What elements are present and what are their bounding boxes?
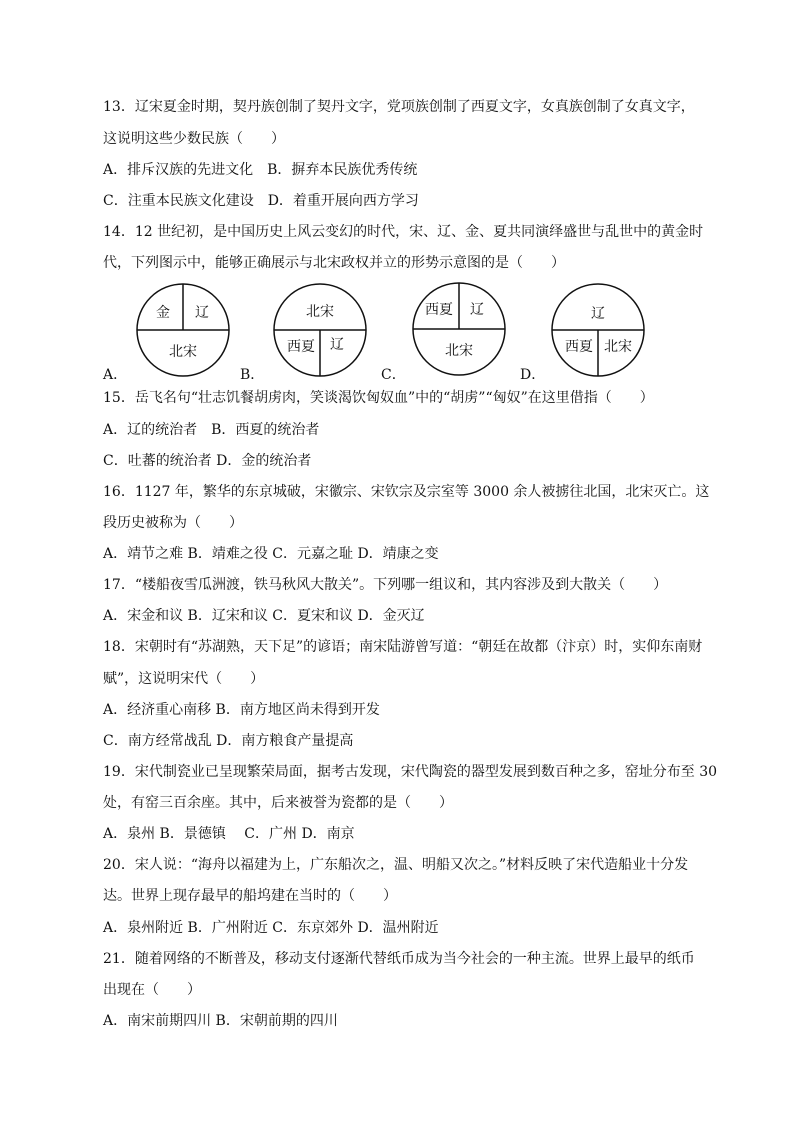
q13-stem-line2: 这说明这些少数民族（ ）	[103, 131, 285, 147]
q14-c-bottom: 北宋	[445, 343, 473, 359]
q13-stem-line1: 13．辽宋夏金时期，契丹族创制了契丹文字，党项族创制了西夏文字，女真族创制了女真文字，	[103, 99, 695, 115]
q21-stem-line2: 出现在（ ）	[103, 982, 201, 998]
q14-c-top-left: 西夏	[425, 302, 453, 318]
q17-options: A．宋金和议 B．辽宋和议 C．夏宋和议 D．金灭辽	[103, 608, 425, 624]
q13-options-ab: A．排斥汉族的先进文化 B．摒弃本民族优秀传统	[103, 162, 418, 178]
q14-b-bottom-left: 西夏	[287, 339, 315, 355]
q18-options-cd: C．南方经常战乱 D．南方粮食产量提高	[103, 733, 354, 749]
q14-d-bottom-left: 西夏	[565, 339, 593, 355]
q16-stem-line1: 16．1127 年，繁华的东京城破，宋徽宗、宋钦宗及宗室等 3000 余人被掳往北国，北宋灭亡。这	[103, 484, 710, 500]
q16-options: A．靖节之难 B．靖难之役 C．元嘉之耻 D．靖康之变	[103, 546, 439, 562]
q17-stem-line1: 17．“楼船夜雪瓜洲渡，铁马秋风大散关”。下列哪一组议和，其内容涉及到大散关（ ）	[103, 577, 668, 593]
q14-stem-line2: 代，下列图示中，能够正确展示与北宋政权并立的形势示意图的是（ ）	[103, 255, 565, 271]
q14-diagram-a	[136, 283, 230, 377]
q18-stem-line1: 18．宋朝时有“苏湖熟，天下足”的谚语；南宋陆游曾写道：“朝廷在故都（汴京）时，实仰东南财	[103, 639, 703, 655]
q20-options: A．泉州附近 B．广州附近 C．东京郊外 D．温州附近	[103, 920, 439, 936]
q14-diagram-b	[273, 283, 367, 377]
q18-options-ab: A．经济重心南移 B．南方地区尚未得到开发	[103, 702, 380, 718]
q19-stem-line2: 处，有窑三百余座。其中，后来被誉为瓷都的是（ ）	[103, 795, 453, 811]
q14-b-bottom-right: 辽	[330, 337, 344, 353]
q14-option-b-label: B．	[240, 367, 265, 383]
q16-stem-line2: 段历史被称为（ ）	[103, 515, 243, 531]
q15-stem-line1: 15．岳飞名句“壮志饥餐胡虏肉，笑谈渴饮匈奴血”中的“胡虏”“匈奴”在这里借指（ ）	[103, 390, 654, 406]
q18-stem-line2: 赋”，这说明宋代（ ）	[103, 671, 265, 687]
q14-d-bottom-right: 北宋	[604, 339, 632, 355]
q14-stem-line1: 14．12 世纪初，是中国历史上风云变幻的时代，宋、辽、金、夏共同演绎盛世与乱世中的黄金时	[103, 224, 704, 240]
q15-options-ab: A．辽的统治者 B．西夏的统治者	[103, 422, 320, 438]
q21-stem-line1: 21．随着网络的不断普及，移动支付逐渐代替纸币成为当今社会的一种主流。世界上最早的纸币	[103, 951, 695, 967]
q21-options-ab: A．南宋前期四川 B．宋朝前期的四川	[103, 1013, 338, 1029]
q14-c-top-right: 辽	[470, 302, 484, 318]
q19-options: A．泉州 B．景德镇 C．广州 D．南京	[103, 826, 355, 842]
q14-a-top-right: 辽	[195, 305, 209, 321]
q14-option-c-label: C．	[381, 367, 406, 383]
q14-a-bottom: 北宋	[169, 344, 197, 360]
q14-a-top-left: 金	[156, 305, 170, 321]
q14-b-top: 北宋	[306, 304, 334, 320]
q19-stem-line1: 19．宋代制瓷业已呈现繁荣局面，据考古发现，宋代陶瓷的器型发展到数百种之多，窑址分布至 30	[103, 764, 718, 780]
q20-stem-line1: 20．宋人说：“海舟以福建为上，广东船次之，温、明船又次之。”材料反映了宋代造船业十分发	[103, 857, 689, 873]
q20-stem-line2: 达。世界上现存最早的船坞建在当时的（ ）	[103, 888, 397, 904]
q14-option-d-label: D．	[520, 367, 546, 383]
q14-diagram-c	[412, 282, 506, 376]
q15-options-cd: C．吐蕃的统治者 D．金的统治者	[103, 453, 312, 469]
q14-d-top: 辽	[591, 306, 605, 322]
q14-option-a-label: A．	[103, 367, 128, 383]
q13-options-cd: C．注重本民族文化建设 D．着重开展向西方学习	[103, 193, 419, 209]
q14-diagram-d	[551, 283, 645, 377]
